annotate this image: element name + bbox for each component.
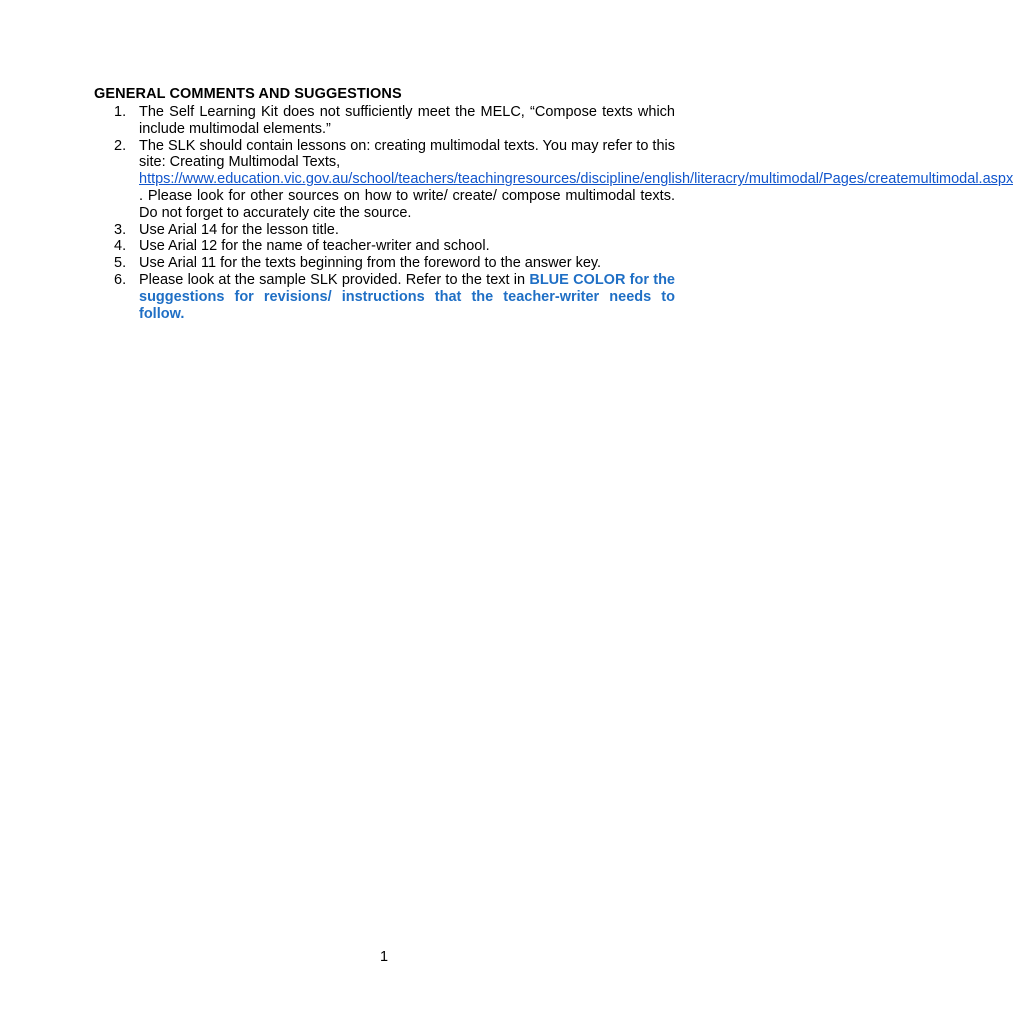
list-item [114,222,675,239]
list-item-text: Use Arial 11 for the texts beginning from the foreword to the answer key. [139,255,602,272]
list-item-text: Use Arial 14 for the lesson title. [139,221,339,238]
section-heading: GENERAL COMMENTS AND SUGGESTIONS [94,86,402,102]
list-item [114,137,1013,222]
list-item-number: 1. [114,104,127,120]
list-item-text-before-link: The SLK should contain lessons on: creating multimodal texts. You may refer to this site: Creating Multimodal Texts, [139,137,675,171]
page-number: 1 [379,949,389,965]
blue-highlight-text: BLUE COLOR for the suggestions for revisions/ instructions that the teacher-writer needs to follow. [139,271,675,322]
list-item [114,272,675,322]
list-item-number: 4. [114,238,127,255]
resource-link[interactable]: https://www.education.vic.gov.au/school/teachers/teachingresources/discipline/english/literacry/multimodal/Pages/createmultimodal.aspx [139,171,1013,188]
list-item-text: Use Arial 12 for the name of teacher-writer and school. [139,238,490,255]
list-item-number: 2. [114,137,127,154]
list-item-number: 6. [114,271,127,288]
list-item-text [139,137,1013,222]
list-item-number: 3. [114,221,127,238]
list-item [114,238,675,255]
list-item-text-before-highlight: Please look at the sample SLK provided. Refer to the text in [139,271,526,288]
list-item [114,255,675,272]
list-item-text-after-link: . Please look for other sources on how to write/ create/ compose multimodal texts. Do not forget to accurately cite the source. [139,187,675,221]
list-item-text [139,272,675,322]
list-item [114,104,675,138]
comments-list [114,104,1013,322]
list-item-text: The Self Learning Kit does not sufficiently meet the MELC, “Compose texts which include multimodal elements.” [139,104,675,137]
list-item-number: 5. [114,255,127,272]
